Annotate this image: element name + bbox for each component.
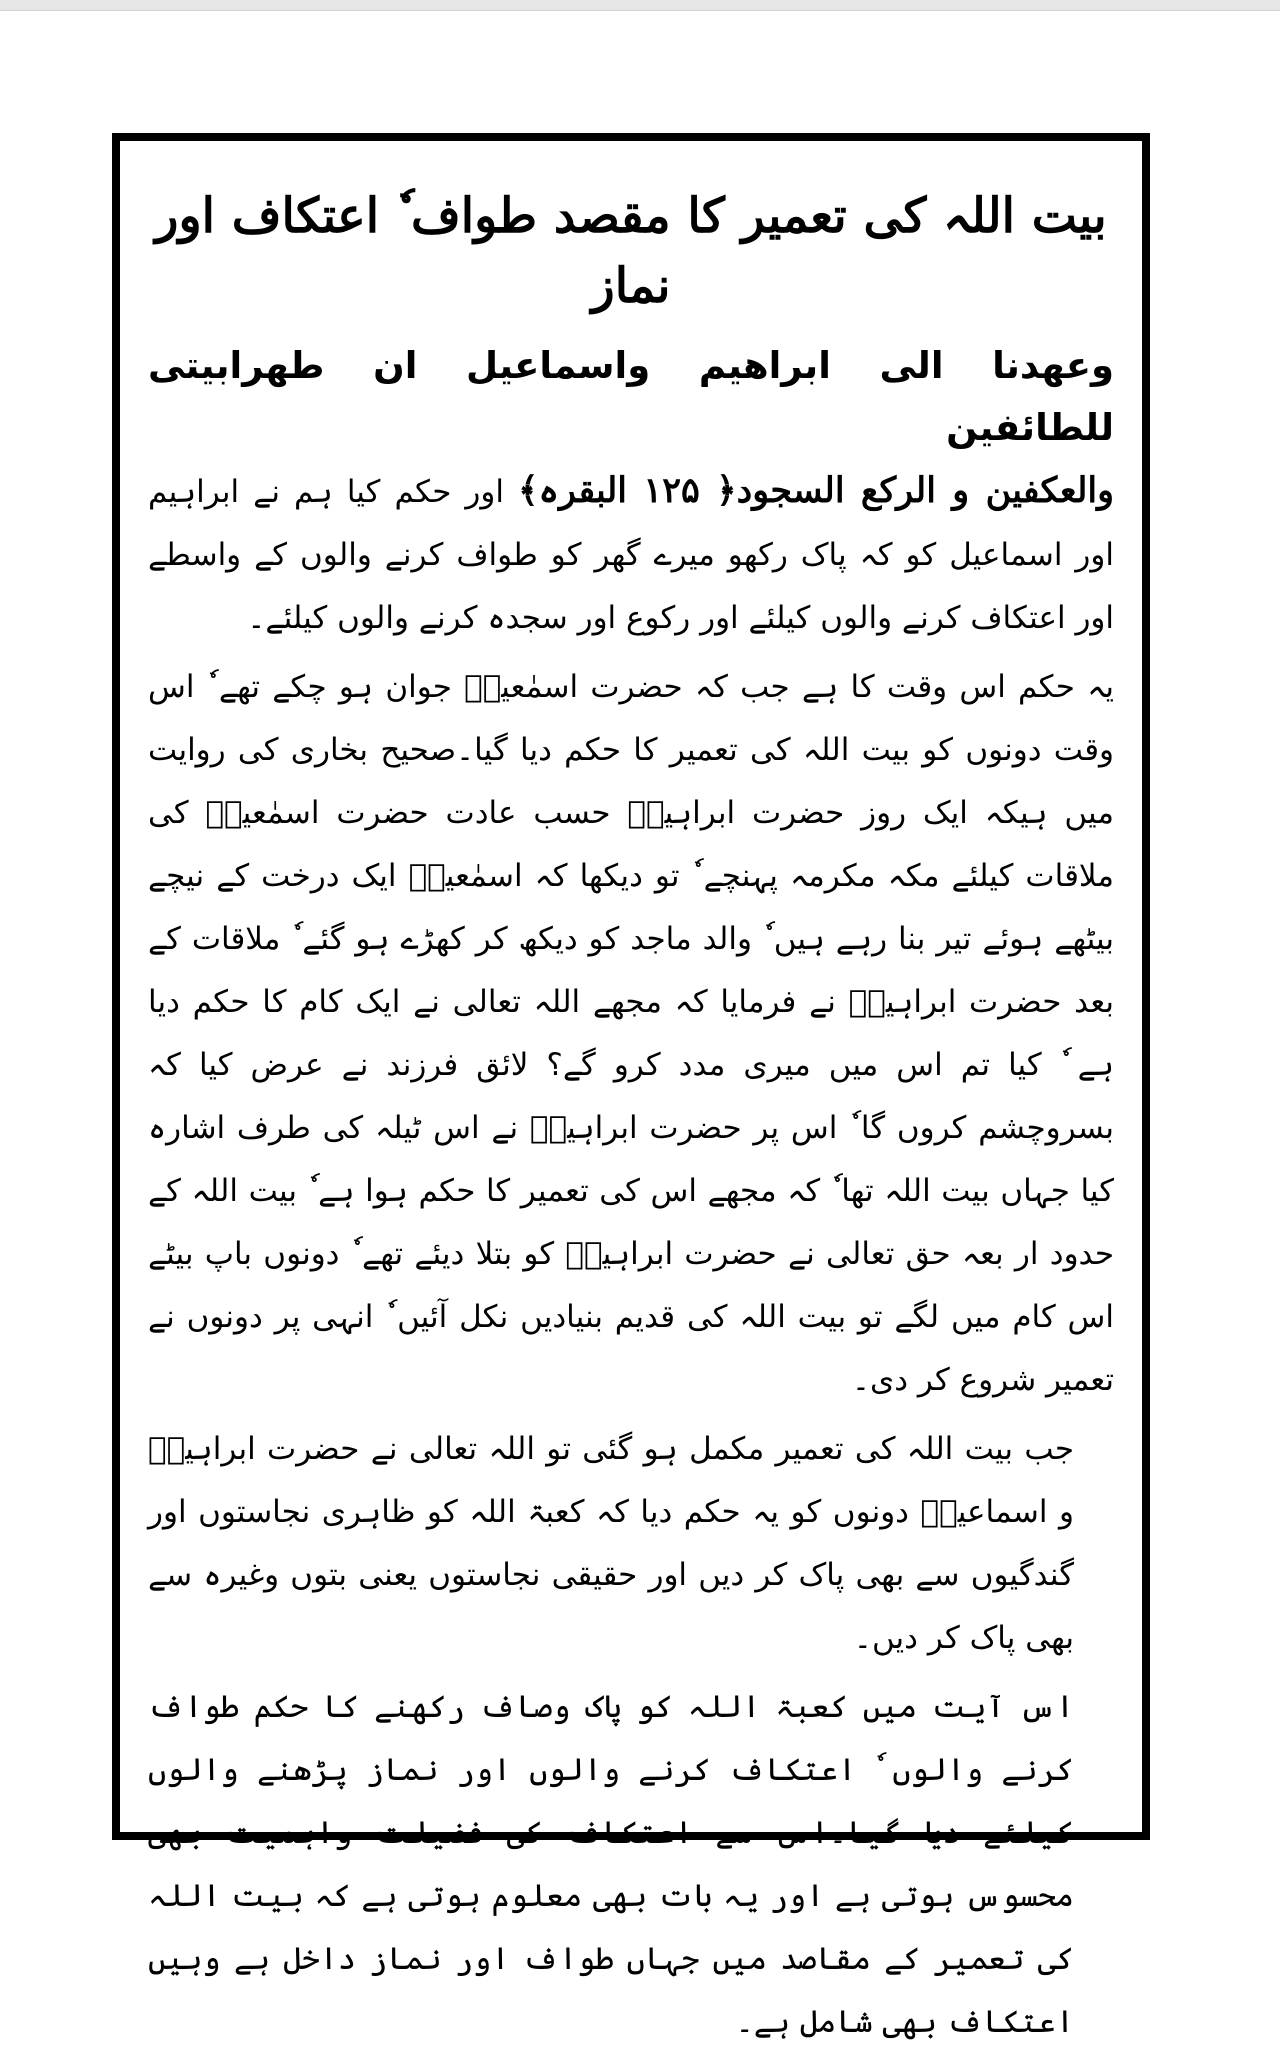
- page-title: بیت اللہ کی تعمیر کا مقصد طواف ٗ اعتکاف اور نماز: [155, 188, 1107, 314]
- paragraph-itikaf-virtue: اس آیت میں کعبۃ اللہ کو پاک وصاف رکھنے کا حکم طواف کرنے والوں ٗ اعتکاف کرنے والوں اور نماز پڑھنے والوں کیلئے دیا گیا۔اس سے اعتکاف کی فضیلت واہمیت بھی محسوس ہوتی ہے اور یہ بات بھی معلوم ہوتی ہے کہ بیت اللہ کی تعمیر کے مقاصد میں جہاں طواف اور نماز داخل ہے وہیں اعتکاف بھی شامل ہے۔: [148, 1689, 1074, 2040]
- verse-translation: اور حکم کیا ہم نے ابراہیم اور اسماعیل کو کہ پاک رکھو میرے گھر کو طواف کرنے والوں کے واسطے اور اعتکاف کرنے والوں کیلئے اور رکوع اور سجدہ کرنے والوں کیلئے۔: [148, 474, 1114, 636]
- document-page: [112, 133, 1150, 2040]
- verse-translation-paragraph: [148, 459, 1114, 650]
- quran-verse-line: وعھدنا الی ابراھیم واسماعیل ان طھرابیتی للطائفین: [148, 344, 1114, 449]
- viewer-top-bar: [0, 0, 1280, 11]
- paragraph-purification-command: جب بیت اللہ کی تعمیر مکمل ہو گئی تو اللہ تعالی نے حضرت ابراہیمؑ و اسماعیلؑ دونوں کو یہ حکم دیا کہ کعبۃ اللہ کو ظاہری نجاستوں اور گندگیوں سے بھی پاک کر دیں اور حقیقی نجاستوں یعنی بتوں وغیرہ سے بھی پاک کر دیں۔: [148, 1431, 1074, 1656]
- quran-verse-continuation: والعکفین و الرکع السجود﴿ ۱۲۵ البقرہ﴾: [518, 470, 1114, 511]
- paragraph-construction-story: یہ حکم اس وقت کا ہے جب کہ حضرت اسمٰعیلؑ جوان ہو چکے تھے ٗ اس وقت دونوں کو بیت اللہ کی تعمیر کا حکم دیا گیا۔صحیح بخاری کی روایت میں ہیکہ ایک روز حضرت ابراہیمؑ حسب عادت حضرت اسمٰعیلؑ کی ملاقات کیلئے مکہ مکرمہ پہنچے ٗ تو دیکھا کہ اسمٰعیلؑ ایک درخت کے نیچے بیٹھے ہوئے تیر بنا رہے ہیں ٗ والد ماجد کو دیکھ کر کھڑے ہو گئے ٗ ملاقات کے بعد حضرت ابراہیمؑ نے فرمایا کہ مجھے اللہ تعالی نے ایک کام کا حکم دیا ہے ٗ کیا تم اس میں میری مدد کرو گے؟ لائق فرزند نے عرض کیا کہ بسروچشم کروں گا ٗ اس پر حضرت ابراہیمؑ نے اس ٹیلہ کی طرف اشارہ کیا جہاں بیت اللہ تھا ٗ کہ مجھے اس کی تعمیر کا حکم ہوا ہے ٗ بیت اللہ کے حدود ار بعہ حق تعالی نے حضرت ابراہیمؑ کو بتلا دیئے تھے ٗ دونوں باپ بیٹے اس کام میں لگے تو بیت اللہ کی قدیم بنیادیں نکل آئیں ٗ انہی پر دونوں نے تعمیر شروع کر دی۔: [148, 669, 1114, 1398]
- document-content: [148, 181, 1114, 2040]
